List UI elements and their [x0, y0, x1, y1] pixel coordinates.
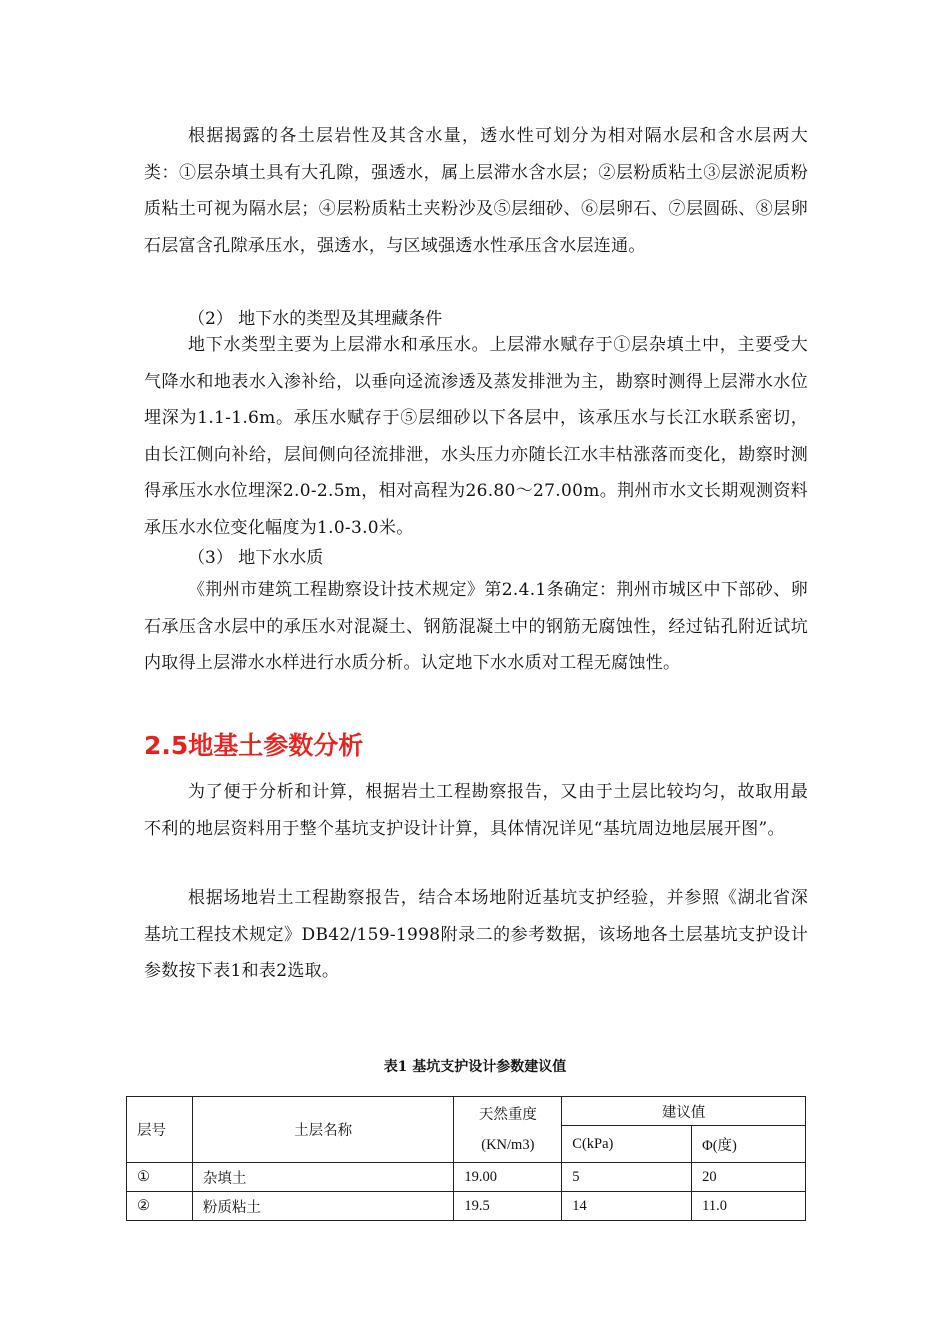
- header-density-label: 天然重度: [478, 1106, 537, 1123]
- subheading-water-quality: （3） 地下水水质: [188, 548, 324, 568]
- header-layer-no: 层号: [127, 1097, 193, 1163]
- table-row: [127, 1192, 806, 1221]
- section-heading: 2.5地基土参数分析: [144, 731, 364, 760]
- header-density-unit: (KN/m3): [481, 1136, 535, 1153]
- table-caption: 表1 基坑支护设计参数建议值: [383, 1059, 567, 1075]
- cell-density: 19.5: [454, 1192, 562, 1221]
- cell-soil-name: 粉质粘土: [192, 1192, 453, 1221]
- paragraph-water-quality: 《荆州市建筑工程勘察设计技术规定》第2.4.1条确定：荆州市城区中下部砂、卵石承压含水层中的承压水对混凝土、钢筋混凝土中的钢筋无腐蚀性，经过钻孔附近试坑内取得上层滞水水样进行水质分析。认定地下水水质对工程无腐蚀性。: [144, 580, 808, 673]
- paragraph-groundwater-type: 地下水类型主要为上层滞水和承压水。上层滞水赋存于①层杂填土中，主要受大气降水和地表水入渗补给，以垂向迳流渗透及蒸发排泄为主，勘察时测得上层滞水水位埋深为1.1-1.6m。承压水赋存于⑤层细砂以下各层中，该承压水与长江水联系密切，由长江侧向补给，层间侧向径流排泄，水头压力亦随长江水丰枯涨落而变化，勘察时测得承压水水位埋深2.0-2.5m，相对高程为26.80～27.00m。荆州市水文长期观测资料承压水水位变化幅度为1.0-3.0米。: [144, 335, 808, 538]
- header-density: [454, 1097, 562, 1163]
- cell-soil-name: 杂填土: [192, 1163, 453, 1192]
- cell-friction-angle: 11.0: [692, 1192, 806, 1221]
- cell-cohesion: 5: [562, 1163, 692, 1192]
- header-soil-name: 土层名称: [192, 1097, 453, 1163]
- cell-layer-no: ②: [127, 1192, 193, 1221]
- paragraph-analysis-basis: 为了便于分析和计算，根据岩土工程勘察报告，又由于土层比较均匀，故取用最不利的地层资料用于整个基坑支护设计计算，具体情况详见“基坑周边地层展开图”。: [144, 782, 808, 839]
- parameter-table: [126, 1096, 806, 1221]
- cell-friction-angle: 20: [692, 1163, 806, 1192]
- subheading-groundwater-type: （2） 地下水的类型及其埋藏条件: [188, 309, 443, 329]
- paragraph-parameter-source: 根据场地岩土工程勘察报告，结合本场地附近基坑支护经验，并参照《湖北省深基坑工程技术规定》DB42/159-1998附录二的参考数据，该场地各土层基坑支护设计参数按下表1和表2选取。: [144, 888, 808, 981]
- cell-cohesion: 14: [562, 1192, 692, 1221]
- table-row: [127, 1163, 806, 1192]
- cell-density: 19.00: [454, 1163, 562, 1192]
- header-suggested-values: 建议值: [562, 1097, 806, 1126]
- paragraph-aquifer-classification: 根据揭露的各土层岩性及其含水量，透水性可划分为相对隔水层和含水层两大类：①层杂填土具有大孔隙，强透水，属上层滞水含水层；②层粉质粘土③层淤泥质粉质粘土可视为隔水层；④层粉质粘土夹粉沙及⑤层细砂、⑥层卵石、⑦层圆砾、⑧层卵石层富含孔隙承压水，强透水，与区域强透水性承压含水层连通。: [144, 126, 808, 256]
- cell-layer-no: ①: [127, 1163, 193, 1192]
- header-friction-angle: Φ(度): [692, 1126, 806, 1163]
- header-cohesion: C(kPa): [562, 1126, 692, 1163]
